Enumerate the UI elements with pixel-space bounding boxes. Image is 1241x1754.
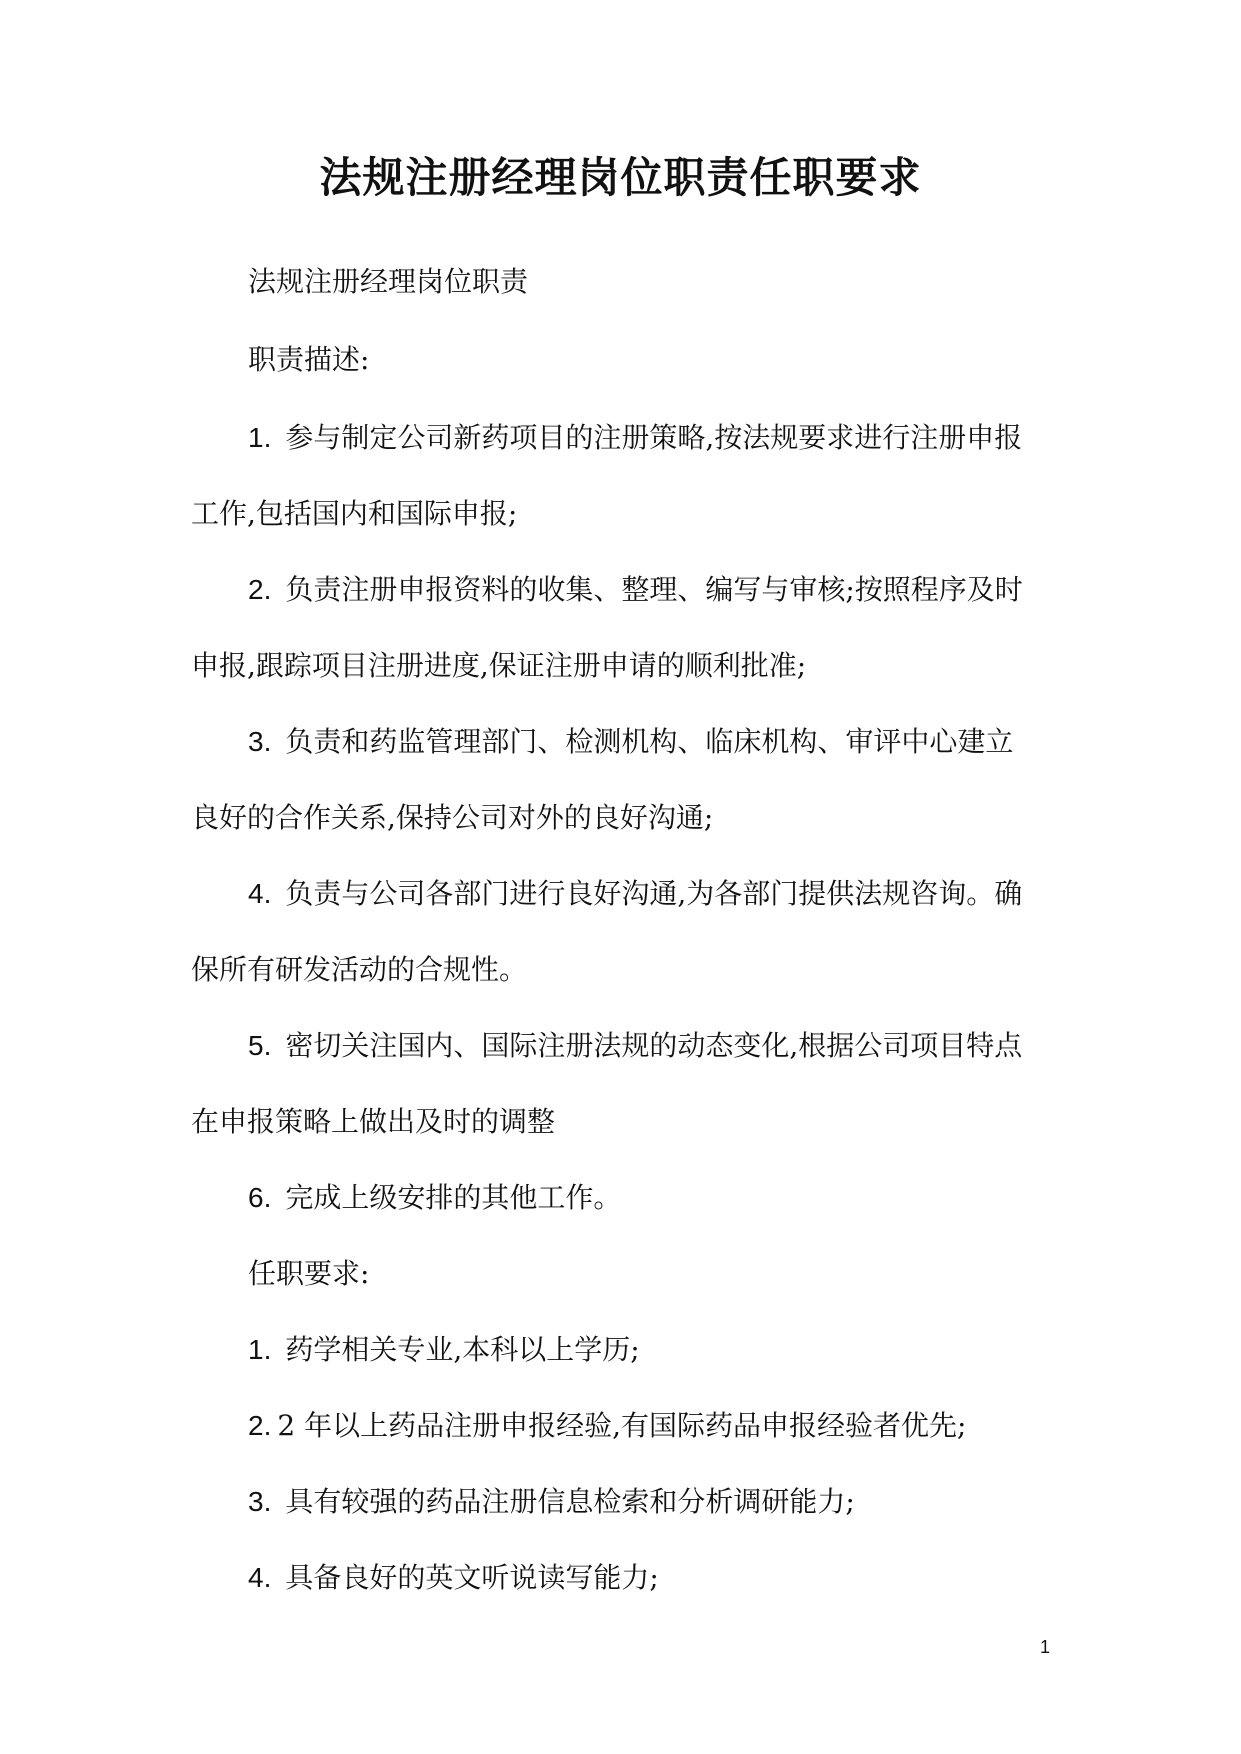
requirement-item-2-number: 2. xyxy=(248,1410,272,1441)
requirement-item-1-text: 药学相关专业,本科以上学历; xyxy=(285,1333,640,1366)
duty-item-6-number: 6. xyxy=(248,1182,272,1213)
page-number: 1 xyxy=(1040,1637,1051,1657)
requirement-item-2 xyxy=(248,1406,966,1446)
duty-item-5-number: 5. xyxy=(248,1030,272,1061)
requirements-heading: 任职要求: xyxy=(248,1257,370,1290)
duty-item-1-line2: 工作,包括国内和国际申报; xyxy=(191,497,518,530)
duty-item-2-text: 负责注册申报资料的收集、整理、编写与审核;按照程序及时 xyxy=(285,573,1023,606)
requirement-item-1 xyxy=(248,1330,640,1370)
document-title: 法规注册经理岗位职责任职要求 xyxy=(319,153,922,202)
section-subtitle: 法规注册经理岗位职责 xyxy=(248,265,529,298)
duty-item-3-number: 3. xyxy=(248,726,272,757)
requirement-item-3-text: 具有较强的药品注册信息检索和分析调研能力; xyxy=(285,1485,855,1518)
duty-item-2-line2: 申报,跟踪项目注册进度,保证注册申请的顺利批准; xyxy=(191,649,807,682)
duty-item-4-line2: 保所有研发活动的合规性。 xyxy=(191,953,528,986)
duties-heading: 职责描述: xyxy=(248,343,370,376)
requirement-item-1-number: 1. xyxy=(248,1334,272,1365)
requirement-item-3-number: 3. xyxy=(248,1486,272,1517)
requirement-item-4-text: 具备良好的英文听说读写能力; xyxy=(285,1561,659,1594)
duty-item-4-text: 负责与公司各部门进行良好沟通,为各部门提供法规咨询。确 xyxy=(285,877,1023,910)
duty-item-5-line1 xyxy=(248,1026,1023,1066)
requirement-item-4-number: 4. xyxy=(248,1562,272,1593)
duty-item-5-line2: 在申报策略上做出及时的调整 xyxy=(191,1105,556,1138)
duty-item-4-line1 xyxy=(248,874,1023,914)
duty-item-2-number: 2. xyxy=(248,574,272,605)
duty-item-5-text: 密切关注国内、国际注册法规的动态变化,根据公司项目特点 xyxy=(285,1029,1023,1062)
duty-item-3-line2: 良好的合作关系,保持公司对外的良好沟通; xyxy=(191,801,714,834)
duty-item-2-line1 xyxy=(248,570,1023,610)
duty-item-3-text: 负责和药监管理部门、检测机构、临床机构、审评中心建立 xyxy=(285,725,1014,758)
requirement-item-2-text: 2 年以上药品注册申报经验,有国际药品申报经验者优先; xyxy=(277,1409,967,1442)
requirement-item-3 xyxy=(248,1482,855,1522)
duty-item-1-text: 参与制定公司新药项目的注册策略,按法规要求进行注册申报 xyxy=(285,421,1023,454)
duty-item-4-number: 4. xyxy=(248,878,272,909)
duty-item-6-text: 完成上级安排的其他工作。 xyxy=(285,1181,622,1214)
duty-item-1-number: 1. xyxy=(248,422,272,453)
duty-item-3-line1 xyxy=(248,722,1014,762)
duty-item-6 xyxy=(248,1178,621,1218)
duty-item-1-line1 xyxy=(248,418,1023,458)
requirement-item-4 xyxy=(248,1558,659,1598)
